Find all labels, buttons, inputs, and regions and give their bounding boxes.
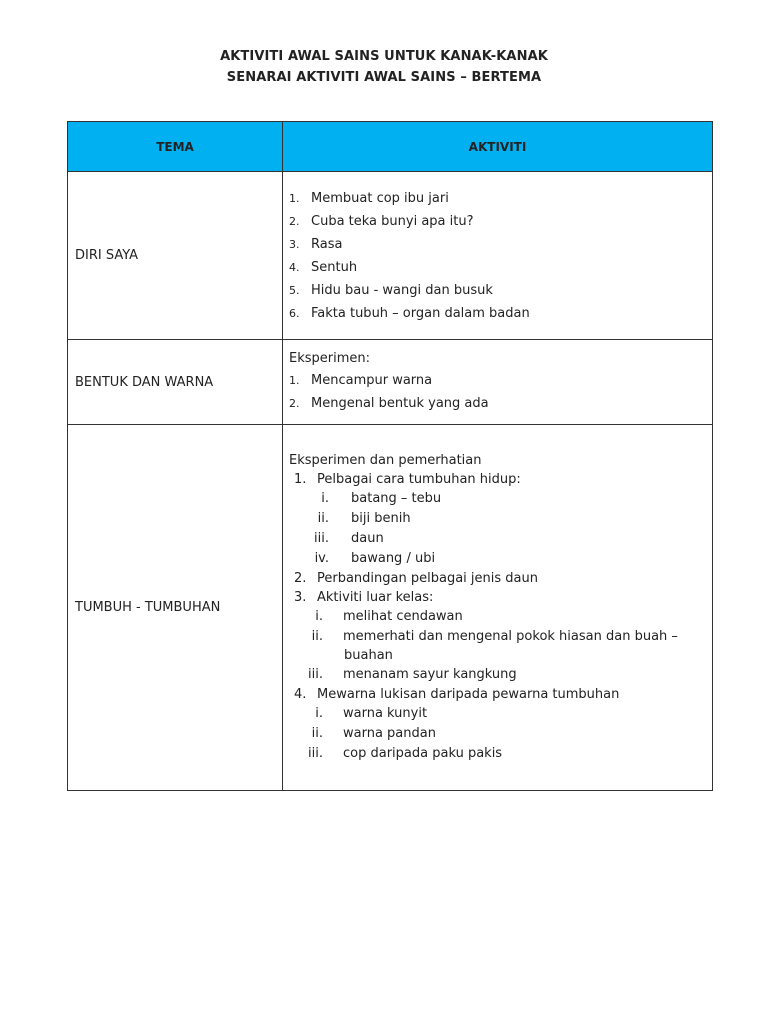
list-item: 6. Fakta tubuh – organ dalam badan <box>289 305 530 321</box>
sub-list-item: i. melihat cendawan <box>315 609 463 624</box>
aktiviti-cell <box>283 425 713 791</box>
table-header-row <box>68 122 713 172</box>
sub-list-item-continuation: buahan <box>344 648 393 663</box>
sub-list-item: iii. cop daripada paku pakis <box>308 746 503 761</box>
document-subtitle: SENARAI AKTIVITI AWAL SAINS – BERTEMA <box>226 70 542 85</box>
list-item: 3. Aktiviti luar kelas: <box>294 590 434 605</box>
activity-table <box>67 121 713 791</box>
document-titles <box>0 46 768 88</box>
list-item: 2. Cuba teka bunyi apa itu? <box>289 213 474 229</box>
sub-list-item: iii. daun <box>314 531 384 546</box>
table-row <box>68 172 713 340</box>
sub-list-item: i. batang – tebu <box>321 491 442 506</box>
aktiviti-cell <box>283 340 713 425</box>
list-item: 4. Sentuh <box>289 259 358 275</box>
document-title: AKTIVITI AWAL SAINS UNTUK KANAK-KANAK <box>220 49 548 64</box>
sub-list-item: iv. bawang / ubi <box>314 551 436 566</box>
sub-list-item: ii. memerhati dan mengenal pokok hiasan dan buah – <box>311 629 678 644</box>
list-item: 2. Mengenal bentuk yang ada <box>289 396 489 411</box>
list-intro: Eksperimen dan pemerhatian <box>289 453 482 468</box>
list-intro: Eksperimen: <box>289 351 371 366</box>
header-tema: TEMA <box>68 122 283 172</box>
list-item: 1. Membuat cop ibu jari <box>289 190 449 206</box>
list-item: 1. Mencampur warna <box>289 373 433 388</box>
sub-list-item: ii. warna pandan <box>311 726 436 741</box>
tema-cell: TUMBUH - TUMBUHAN <box>68 425 283 791</box>
list-item: 4. Mewarna lukisan daripada pewarna tumbuhan <box>294 687 620 702</box>
list-item: 1. Pelbagai cara tumbuhan hidup: <box>294 472 521 487</box>
sub-list-item: iii. menanam sayur kangkung <box>308 667 517 682</box>
aktiviti-cell <box>283 172 713 340</box>
list-item: 2. Perbandingan pelbagai jenis daun <box>294 571 538 586</box>
table-row <box>68 340 713 425</box>
sub-list-item: ii. biji benih <box>317 511 411 526</box>
table-row <box>68 425 713 791</box>
sub-list-item: i. warna kunyit <box>315 706 428 721</box>
header-aktiviti: AKTIVITI <box>283 122 713 172</box>
tema-cell: DIRI SAYA <box>68 172 283 340</box>
list-item: 5. Hidu bau - wangi dan busuk <box>289 282 493 298</box>
tema-cell: BENTUK DAN WARNA <box>68 340 283 425</box>
list-item: 3. Rasa <box>289 236 343 252</box>
